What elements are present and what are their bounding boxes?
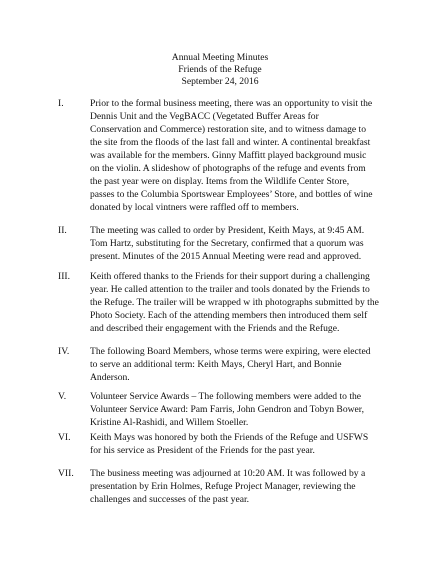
text-line: The following Board Members, whose terms were expiring, were elected <box>90 346 371 357</box>
item-number: I. <box>58 98 64 109</box>
text-line: Photo Society. Each of the attending members then introduced them self <box>90 310 368 321</box>
minutes-item <box>58 431 398 457</box>
text-line: Volunteer Service Award: Pam Farris, John Gendron and Tobyn Bower, <box>90 404 365 415</box>
text-line: present. Minutes of the 2015 Annual Meeting were read and approved. <box>90 251 362 262</box>
item-number: IV. <box>58 346 70 357</box>
text-line: Kristine Al-Rashidi, and Willem Stoeller. <box>90 417 249 428</box>
organization-name: Friends of the Refuge <box>178 64 262 75</box>
item-number: VI. <box>58 432 71 443</box>
text-line: The meeting was called to order by President, Keith Mays, at 9:45 AM. <box>90 225 365 236</box>
item-text <box>90 431 398 457</box>
text-line: Tom Hartz, substituting for the Secretary, confirmed that a quorum was <box>90 238 364 249</box>
minutes-header <box>0 52 440 88</box>
text-line: for his service as President of the Friends for the past year. <box>90 445 315 456</box>
text-line: challenges and successes of the past year. <box>90 494 250 505</box>
item-number: II. <box>58 225 67 236</box>
text-line: presentation by Erin Holmes, Refuge Project Manager, reviewing the <box>90 481 356 492</box>
item-number: VII. <box>58 468 74 479</box>
text-line: the site from the floods of the last fall and winter. A continental breakfast <box>90 137 371 148</box>
item-text <box>90 270 398 335</box>
minutes-item <box>58 467 398 506</box>
text-line: on the violin. A slideshow of photographs of the refuge and events from <box>90 163 366 174</box>
minutes-item <box>58 97 398 214</box>
text-line: Keith offered thanks to the Friends for their support during a challenging <box>90 271 370 282</box>
item-text <box>90 224 398 263</box>
text-line: Prior to the formal business meeting, there was an opportunity to visit the <box>90 98 373 109</box>
text-line: Conservation and Commerce) restoration site, and to witness damage to <box>90 124 367 135</box>
text-line: Dennis Unit and the VegBACC (Vegetated Buffer Areas for <box>90 111 319 122</box>
minutes-item <box>58 224 398 263</box>
item-text <box>90 467 398 506</box>
item-number: III. <box>58 271 70 282</box>
text-line: was available for the members. Ginny Maffitt played background music <box>90 150 367 161</box>
item-text <box>90 97 398 214</box>
minutes-item <box>58 270 398 335</box>
text-line: year. He called attention to the trailer and tools donated by the Friends to <box>90 284 370 295</box>
text-line: Volunteer Service Awards – The following members were added to the <box>90 391 362 402</box>
item-text <box>90 390 398 429</box>
text-line: donated by local vintners were raffled off to members. <box>90 202 299 213</box>
item-text <box>90 345 398 384</box>
minutes-item <box>58 390 398 429</box>
meeting-date: September 24, 2016 <box>181 76 259 87</box>
text-line: Keith Mays was honored by both the Friends of the Refuge and USFWS <box>90 432 369 443</box>
text-line: passes to the Columbia Sportswear Employees’ Store, and bottles of wine <box>90 189 373 200</box>
text-line: Anderson. <box>90 372 130 383</box>
text-line: the Refuge. The trailer will be wrapped w ith photographs submitted by the <box>90 297 379 308</box>
text-line: and described their engagement with the Friends and the Refuge. <box>90 323 340 334</box>
item-number: V. <box>58 391 67 402</box>
text-line: to serve an additional term: Keith Mays, Cheryl Hart, and Bonnie <box>90 359 342 370</box>
text-line: the past year were on display. Items from the Wildlife Center Store, <box>90 176 350 187</box>
minutes-item <box>58 345 398 384</box>
text-line: The business meeting was adjourned at 10:20 AM. It was followed by a <box>90 468 366 479</box>
document-title: Annual Meeting Minutes <box>171 52 269 63</box>
